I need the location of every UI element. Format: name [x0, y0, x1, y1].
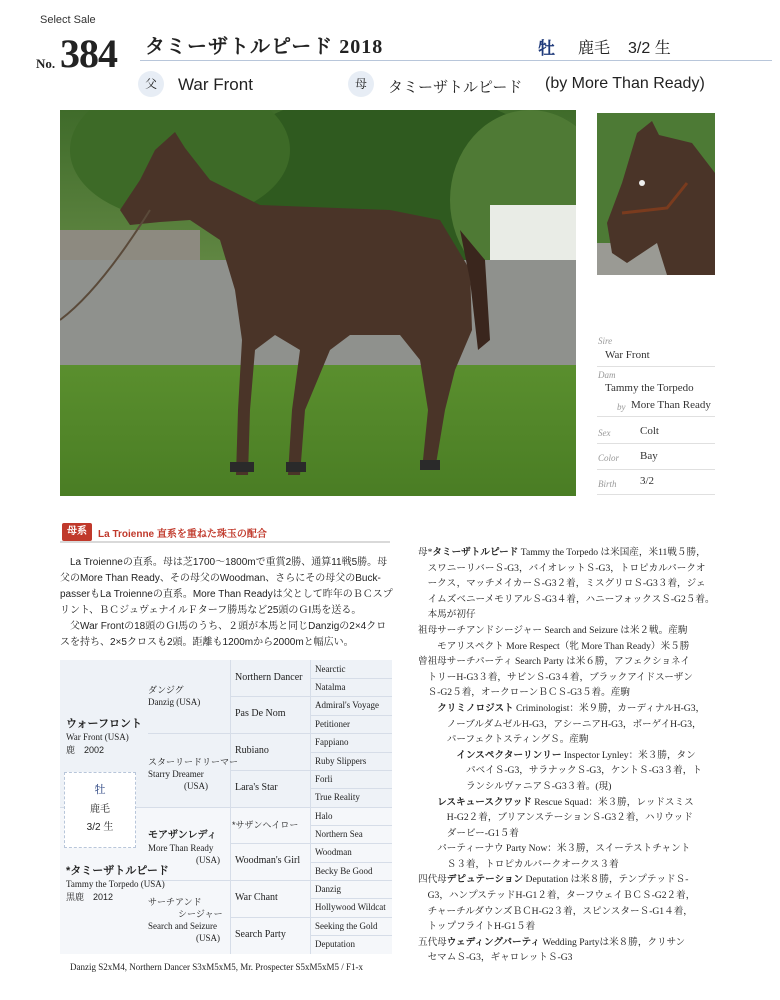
- family-line-text: パベイＳ-G3，サラナックＳ-G3，ケントＳ-G3３着，ト: [418, 765, 702, 777]
- dam-name: タミーザトルピード: [388, 79, 523, 96]
- pedigree-sire-entry: [66, 718, 142, 757]
- lot-prefix: No.: [36, 56, 56, 71]
- family-line-text: トップフライトH-G1５着: [418, 921, 536, 933]
- family-line-text: Ｓ３着，トロピカルパークオークス３着: [418, 858, 619, 870]
- family-horse-name: ウェディングパーティ: [446, 936, 541, 948]
- family-line: [418, 592, 774, 608]
- pedigree-gen2-en: (USA): [196, 933, 220, 943]
- family-line: [418, 607, 774, 623]
- family-line-text: ークス，マッチメイカーＳ-G3２着，ミスグリロＳ-G3３着，ジェ: [418, 578, 706, 590]
- family-line: [418, 826, 774, 842]
- pedigree-table: [60, 660, 392, 954]
- info-dam-sire-value: More Than Ready: [631, 399, 711, 411]
- family-line-text: Criminologist：米９勝，カーディナルH-G3，: [513, 702, 706, 714]
- horse-head-photo: [597, 113, 715, 275]
- family-line: [418, 888, 774, 904]
- family-line-text: G3，ハンプステッドH-G1２着，ターフウェイＢＣＳ-G2２着，: [418, 890, 696, 902]
- pedigree-sire-meta: 鹿 2002: [66, 745, 105, 755]
- pedigree-divider: [310, 752, 392, 753]
- select-sale-label: Select Sale: [40, 14, 96, 26]
- pedigree-gen4-name: Deputation: [315, 939, 355, 949]
- family-line: [418, 872, 774, 888]
- family-line: [418, 919, 774, 935]
- pedigree-gen3-name: Pas De Nom: [235, 708, 286, 719]
- family-line-text: Search and Seizure は米２戦。産駒: [541, 624, 688, 636]
- pedigree-gen2-jp: スターリードリーマー: [148, 757, 239, 767]
- info-sex-label: Sex: [598, 428, 611, 438]
- pedigree-gen2-en: Starry Dreamer: [148, 769, 204, 779]
- dam-by-sire: (by More Than Ready): [545, 75, 705, 92]
- info-color-label: Color: [598, 453, 620, 463]
- family-line: [418, 717, 774, 733]
- pedigree-gen4-name: Hollywood Wildcat: [315, 902, 386, 912]
- family-line: [418, 732, 774, 748]
- pedigree-dam-en: Tammy the Torpedo (USA): [66, 879, 165, 889]
- pedigree-divider: [310, 825, 392, 826]
- pedigree-gen4-name: Forli: [315, 774, 333, 784]
- family-line-prefix: [418, 703, 437, 714]
- pedigree-gen3-name: War Chant: [235, 892, 278, 903]
- section-title: La Troienne 直系を重ねた珠玉の配合: [98, 529, 267, 540]
- pedigree-gen4-name: Woodman: [315, 847, 352, 857]
- family-line: [418, 623, 774, 639]
- family-line-prefix: [418, 843, 437, 854]
- family-line-text: Search Party は米６勝，アフェクショネイ: [512, 656, 690, 668]
- family-line: [418, 685, 774, 701]
- pedigree-divider: [148, 880, 392, 881]
- family-line-text: H-G2２着，ブリアンステーションＳ-G3２着，ハリウッド: [418, 812, 693, 824]
- pedigree-gen4-name: Petitioner: [315, 719, 350, 729]
- pedigree-sire-jp: ウォーフロント: [66, 718, 143, 730]
- pedigree-dam-jp: *タミーザトルピード: [66, 865, 169, 877]
- horse-sex: 牡: [538, 39, 555, 58]
- pedigree-foal-sex: 牡: [94, 784, 106, 796]
- family-line-text: トリーH-G3３着，サビンＳ-G3４着，ブラックアイドスーザン: [418, 671, 693, 683]
- family-line: [418, 779, 774, 795]
- family-line-prefix: 母*: [418, 547, 433, 558]
- family-line-text: Wedding Partyは米８勝，クリサン: [540, 936, 686, 948]
- family-horse-name: デピュテーション: [446, 874, 524, 886]
- dam-badge: 母: [348, 71, 374, 97]
- pedigree-foal-birth: 3/2 生: [86, 822, 114, 833]
- pedigree-divider: [310, 678, 392, 679]
- summary-paragraph: La Troienneの直系。母は芝1700～1800mで重賞2勝、通算11戦5勝。母父のMore Than Ready、その母父のWoodman、さらにその母父のBuck-passerもLa Troienneの直系。More Than Readyは父として昨年のＢＣスプリント、ＢＣジュヴェナイルＦターフ勝馬など25頭のＧⅠ馬を送る。: [60, 557, 393, 616]
- info-dam-label: Dam: [598, 370, 616, 380]
- pedigree-gen4-name: Halo: [315, 811, 333, 821]
- pedigree-gen2-jp: シージャー: [178, 909, 223, 919]
- pedigree-gen3-name: Rubiano: [235, 745, 269, 756]
- info-divider: [597, 366, 715, 367]
- family-line-text: 本馬が初仔: [418, 609, 476, 621]
- pedigree-gen4-name: Natalma: [315, 682, 346, 692]
- pedigree-gen4-name: Northern Sea: [315, 829, 363, 839]
- family-line: [418, 904, 774, 920]
- family-line: [418, 670, 774, 686]
- family-horse-name: クリミノロジスト: [437, 702, 514, 714]
- pedigree-gen4-name: Becky Be Good: [315, 866, 373, 876]
- pedigree-gen2-jp: モアザンレディ: [148, 830, 217, 841]
- family-line: [418, 654, 774, 670]
- info-birth-label: Birth: [598, 479, 617, 489]
- family-line-text: イムズベニーメモリアルＳ-G3４着，ハニーフォックスＳ-G2５着。: [418, 593, 715, 605]
- info-color-value: Bay: [640, 450, 658, 462]
- info-birth-value: 3/2: [640, 475, 655, 487]
- pedigree-gen2-entry: [148, 756, 238, 792]
- family-line-text: モアリスペクト More Respect（牝 More Than Ready）米５勝: [418, 640, 690, 652]
- family-line: [418, 935, 774, 951]
- family-line-text: ランシルヴァニアＳ-G3３着。(現): [418, 780, 612, 792]
- pedigree-divider: [310, 788, 392, 789]
- pedigree-gen3-name: Search Party: [235, 929, 286, 940]
- family-line-prefix: 五代母: [418, 936, 447, 948]
- pedigree-divider: [230, 843, 392, 844]
- summary-paragraph: 父War Frontの18頭のＧⅠ馬のうち、２頭が本馬と同じDanzigの2×4クロスを持ち、2×5クロスも2頭。距離も1200mから2000mと幅広い。: [60, 621, 387, 648]
- pedigree-gen2-en: Danzig (USA): [148, 697, 201, 707]
- family-line: [418, 701, 774, 717]
- family-line-text: セマムＳ-G3，ギャロレットＳ-G3: [418, 952, 573, 964]
- pedigree-divider: [310, 898, 392, 899]
- family-line-text: パーティーナウ Party Now：米３勝，スイーテストチャント: [437, 843, 691, 855]
- family-line-text: Deputation は米８勝，テンプテッドＳ-: [523, 874, 689, 886]
- section-divider: [60, 541, 390, 543]
- horse-birth: 3/2 生: [628, 40, 671, 57]
- family-line-prefix: [418, 797, 437, 808]
- family-line-text: Rescue Squad：米３勝，レッドスミス: [531, 796, 694, 808]
- info-divider: [597, 494, 715, 495]
- pedigree-gen4-name: True Reality: [315, 792, 360, 802]
- foal-full-body-image: [60, 110, 576, 496]
- pedigree-gen2-en: (USA): [184, 781, 208, 791]
- family-line: [418, 950, 774, 966]
- family-line-prefix: [418, 750, 456, 761]
- family-line: [418, 748, 774, 764]
- pedigree-dam-meta: 黒鹿 2012: [66, 892, 114, 902]
- family-text: [418, 545, 774, 966]
- pedigree-divider: [310, 862, 392, 863]
- sire-badge: 父: [138, 71, 164, 97]
- family-line: [418, 763, 774, 779]
- pedigree-gen2-en: (USA): [196, 855, 220, 865]
- sire-name: War Front: [178, 75, 253, 94]
- info-by-label: by: [617, 402, 626, 412]
- family-horse-name: レスキュースクワッド: [437, 796, 532, 808]
- lot-number: 384: [60, 31, 117, 76]
- pedigree-gen3-name: *サザンヘイロー: [232, 820, 299, 830]
- family-line: [418, 545, 774, 561]
- pedigree-divider: [148, 733, 392, 734]
- pedigree-foal-color: 鹿毛: [90, 804, 110, 815]
- horse-title: タミーザトルピード 2018: [145, 36, 384, 58]
- pedigree-gen4-name: Fappiano: [315, 737, 349, 747]
- pedigree-divider: [230, 770, 392, 771]
- pedigree-gen2-en: Search and Seizure: [148, 921, 217, 931]
- family-line-prefix: 曾祖母サーチパーティ: [418, 656, 513, 668]
- family-line-prefix: 祖母サーチアンドシージャー: [418, 624, 542, 636]
- pedigree-gen4-name: Danzig: [315, 884, 341, 894]
- info-divider: [597, 443, 715, 444]
- section-tag: 母系: [62, 523, 92, 541]
- pedigree-dam-entry: [66, 865, 169, 904]
- family-line-text: Inspector Lynley：米３勝，タン: [561, 749, 696, 761]
- pedigree-gen3-name: Lara's Star: [235, 782, 278, 793]
- pedigree-divider: [310, 715, 392, 716]
- family-line: [418, 857, 774, 873]
- pedigree-foal-box: [64, 772, 136, 848]
- summary-text: [60, 555, 395, 651]
- pedigree-divider: [230, 696, 392, 697]
- family-line: [418, 810, 774, 826]
- family-line: [418, 561, 774, 577]
- pedigree-gen3-name: Northern Dancer: [235, 672, 303, 683]
- family-line: [418, 841, 774, 857]
- family-horse-name: タミーザトルピード: [432, 547, 519, 558]
- pedigree-gen2-entry: [148, 684, 200, 708]
- family-line-text: スワニーリバーＳ-G3，バイオレットＳ-G3，トロピカルパークオ: [418, 562, 706, 574]
- info-sex-value: Colt: [640, 425, 659, 437]
- pedigree-gen2-jp: ダンジグ: [148, 685, 184, 695]
- family-line-text: Ｓ-G2５着，オークローンＢＣＳ-G3５着。産駒: [418, 687, 630, 699]
- pedigree-sire-en: War Front (USA): [66, 732, 129, 742]
- family-line-text: パーフェクトスティングＳ。産駒: [418, 734, 589, 746]
- header-divider: [140, 60, 772, 61]
- family-line-text: チャーチルダウンズＢＣH-G2３着，スピンスターＳ-G1４着，: [418, 905, 693, 917]
- family-line-text: Tammy the Torpedo は米国産，米11戦５勝，: [518, 547, 706, 558]
- family-line: [418, 639, 774, 655]
- pedigree-gen4-name: Admiral's Voyage: [315, 700, 380, 710]
- family-horse-name: インスペクターリンリー: [456, 749, 562, 761]
- pedigree-gen2-jp: サーチアンド: [148, 897, 202, 907]
- family-line-text: ノーブルダムゼルH-G3，アシーニアH-G3，ボーゲイH-G3，: [418, 718, 702, 730]
- info-sire-label: Sire: [598, 336, 613, 346]
- family-line: [418, 795, 774, 811]
- foal-head-image: [597, 113, 715, 275]
- pedigree-gen3-name: Woodman's Girl: [235, 855, 301, 866]
- info-dam-value: Tammy the Torpedo: [605, 382, 694, 394]
- pedigree-gen4-name: Nearctic: [315, 664, 346, 674]
- horse-color: 鹿毛: [578, 40, 611, 57]
- info-divider: [597, 469, 715, 470]
- horse-main-photo: [60, 110, 576, 496]
- pedigree-divider: [230, 917, 392, 918]
- info-divider: [597, 416, 715, 417]
- family-line-text: ダービー-G1５着: [418, 827, 519, 839]
- pedigree-gen2-entry: [148, 830, 220, 866]
- info-sire-value: War Front: [605, 349, 650, 361]
- pedigree-gen4-name: Seeking the Gold: [315, 921, 378, 931]
- inbreeding-note: Danzig S2xM4, Northern Dancer S3xM5xM5, Mr. Prospecter S5xM5xM5 / F1-x: [70, 962, 363, 972]
- pedigree-gen4-name: Ruby Slippers: [315, 756, 367, 766]
- pedigree-gen2-en: More Than Ready: [148, 843, 214, 853]
- pedigree-divider: [310, 935, 392, 936]
- family-line-prefix: 四代母: [418, 874, 447, 886]
- family-line: [418, 576, 774, 592]
